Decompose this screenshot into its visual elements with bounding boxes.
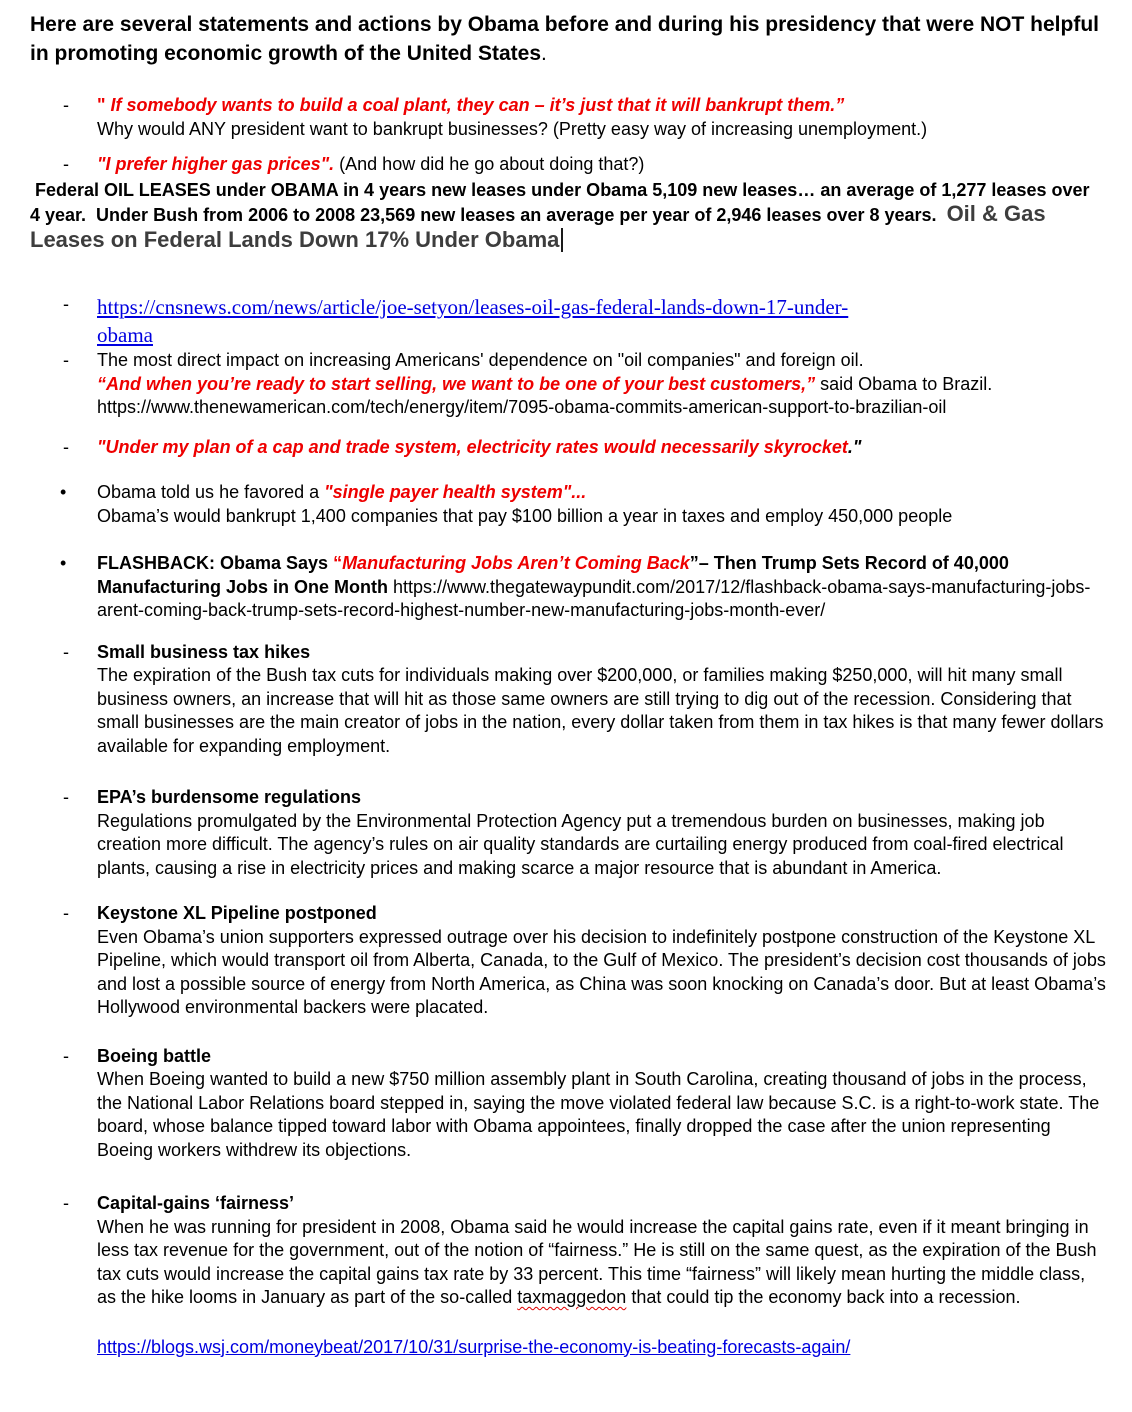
dash-bullet: - [63,787,69,807]
capital-gains-body-part2: that could tip the economy back into a recession. [626,1287,1021,1307]
list-item-keystone-pipeline [30,902,1106,1020]
list-item-gas-prices-quote [30,153,1106,177]
page-title-text: Here are several statements and actions by Obama before and during his presidency that were NOT helpful in promoting economic growth of the United States [30,13,1099,65]
single-payer-line1 [97,481,1106,505]
text-cursor [561,228,563,252]
topic-title: Small business tax hikes [97,641,311,662]
coal-plant-quote: If somebody wants to build a coal plant, they can – it’s just that it will bankrupt them.” [110,95,845,115]
gas-prices-line [97,153,1106,177]
capital-gains-body-part1: When he was running for president in 2008, Obama said he would increase the capital gains rate, even if it meant bringing in less tax revenue for the government, out of the notion of “fairness.” He is still on the same quest, as the expiration of the Bush tax cuts would increase the capital gains tax rate by 33 percent. This time “fairness” will likely mean hurting the middle class, as the hike looms in January as part of the so-called [97,1216,1097,1307]
direct-impact-line2 [97,373,1106,397]
cnsnews-link[interactable] [97,295,848,347]
cnsnews-link-wrap [97,293,1106,349]
list-item-direct-impact [30,349,1106,420]
direct-impact-line1: The most direct impact on increasing Americans' dependence on "oil companies" and foreign oil. [97,350,864,370]
flashback-quote-close: ” [689,553,699,573]
list-item-capital-gains-fairness [30,1192,1106,1310]
coal-plant-comment: Why would ANY president want to bankrupt businesses? (Pretty easy way of increasing unemployment.) [97,118,928,139]
brazil-quote-attribution: said Obama to Brazil. [815,373,993,394]
topic-body: The expiration of the Bush tax cuts for individuals making over $200,000, or families making $250,000, will hit many small business owners, an increase that will hit as those same owners are still trying to dig out of the recession. Considering that small businesses are the main creator of jobs in the nation, every dollar taken from them in tax hikes is that many fewer dollars available for expanding employment. [97,665,1104,756]
topic-title: Keystone XL Pipeline postponed [97,903,377,923]
list-item-single-payer [30,481,1106,528]
topic-body: Regulations promulgated by the Environmental Protection Agency put a tremendous burden on businesses, making job creation more difficult. The agency’s rules on air quality standards are curtailing energy produced from coal-fired electrical plants, causing a rise in electricity prices and making scarce a major resource that is abundant in America. [97,810,1064,878]
round-bullet: • [60,482,67,502]
list-item-flashback [30,552,1106,623]
cap-trade-line [97,436,1106,460]
page-title [30,10,1106,68]
topic-body [97,1216,1106,1310]
misspelled-word-taxmaggedon: taxmaggedon [517,1287,627,1307]
list-item-epa-regulations [30,786,1106,880]
list-item-boeing-battle [30,1045,1106,1163]
dash-bullet: - [63,436,69,457]
gatewaypundit-url: https://www.thegatewaypundit.com/2017/12/flashback-obama-says-manufacturing-jobs-arent-coming-back-trump-sets-record-highest-number-new-manufacturing-jobs-month-ever/ [97,576,1091,620]
flashback-bold-after: – Then Trump Sets Record of 40,000 Manufacturing Jobs in One Month [97,553,1009,597]
brazil-quote: “And when you’re ready to start selling, we want to be one of your best customers,” [97,373,816,394]
single-payer-line2: Obama’s would bankrupt 1,400 companies that pay $100 billion a year in taxes and employ 450,000 people [97,505,953,526]
topic-body: When Boeing wanted to build a new $750 million assembly plant in South Carolina, creating thousand of jobs in the process, the National Labor Relations board stepped in, saying the move violated federal law because S.C. is a right-to-work state. The board, whose balance tipped toward labor with Obama appointees, finally dropped the case after the union representing Boeing workers withdrew its objections. [97,1069,1100,1160]
wsj-link-row [30,1336,1106,1360]
cnsnews-link-line1: https://cnsnews.com/news/article/joe-setyon/leases-oil-gas-federal-lands-down-17-under- [97,295,849,319]
gas-prices-quote: "I prefer higher gas prices". [97,154,340,174]
list-item-small-business-tax-hikes [30,641,1106,759]
dash-bullet: - [63,294,69,314]
flashback-bold-before: FLASHBACK: Obama Says [97,553,334,573]
dash-bullet: - [63,641,69,662]
topic-body: Even Obama’s union supporters expressed outrage over his decision to indefinitely postpone construction of the Keystone XL Pipeline, which would transport oil from Alberta, Canada, to the Gulf of Mexico. The president’s decision cost thousands of jobs and lost a possible source of energy from North America, as China was soon knocking on Canada’s door. But at least Obama’s Hollywood environmental backers were placated. [97,926,1106,1017]
dash-bullet: - [63,154,69,174]
dash-bullet: - [63,1193,69,1213]
topic-title: Boeing battle [97,1045,212,1066]
flashback-quote-open: “ [333,553,343,573]
flashback-text [97,552,1106,623]
dash-bullet: - [63,903,69,923]
list-item-cap-trade-quote [30,436,1106,460]
topic-title: Capital-gains ‘fairness’ [97,1193,295,1213]
list-item-cnsnews-link [30,293,1106,349]
flashback-quote: Manufacturing Jobs Aren’t Coming Back [342,553,690,573]
dash-bullet: - [63,1045,69,1066]
topic-title: EPA’s burdensome regulations [97,787,362,807]
cap-trade-quote: "Under my plan of a cap and trade system, electricity rates would necessarily skyrocket [97,436,848,457]
oil-leases-headline: Oil & Gas Leases on Federal Lands Down 17% Under Obama [30,201,1052,252]
cap-trade-quote-end: ." [847,436,862,457]
list-item-coal-plant-quote [30,94,1106,141]
cnsnews-link-line2: obama [97,323,153,347]
page-title-period: . [541,42,547,65]
oil-leases-paragraph [30,179,1106,254]
round-bullet: • [60,553,67,573]
quote-open-mark: " [97,95,111,115]
dash-bullet: - [63,95,69,115]
wsj-link[interactable]: https://blogs.wsj.com/moneybeat/2017/10/31/surprise-the-economy-is-beating-forecasts-again/ [97,1336,851,1357]
oil-leases-stats: Federal OIL LEASES under OBAMA in 4 years new leases under Obama 5,109 new leases… an average of 1,277 leases over 4 year. Under Bush from 2006 to 2008 23,569 new leases an average per year of 2,946 leases over 8 years. [30,179,1095,225]
coal-plant-quote-line [97,94,1106,118]
thenewamerican-url: https://www.thenewamerican.com/tech/energy/item/7095-obama-commits-american-support-to-brazilian-oil [97,397,947,417]
single-payer-before: Obama told us he favored a [97,482,325,502]
gas-prices-comment: (And how did he go about doing that?) [339,154,645,174]
dash-bullet: - [63,350,69,370]
single-payer-quote: "single payer health system"... [324,482,587,502]
